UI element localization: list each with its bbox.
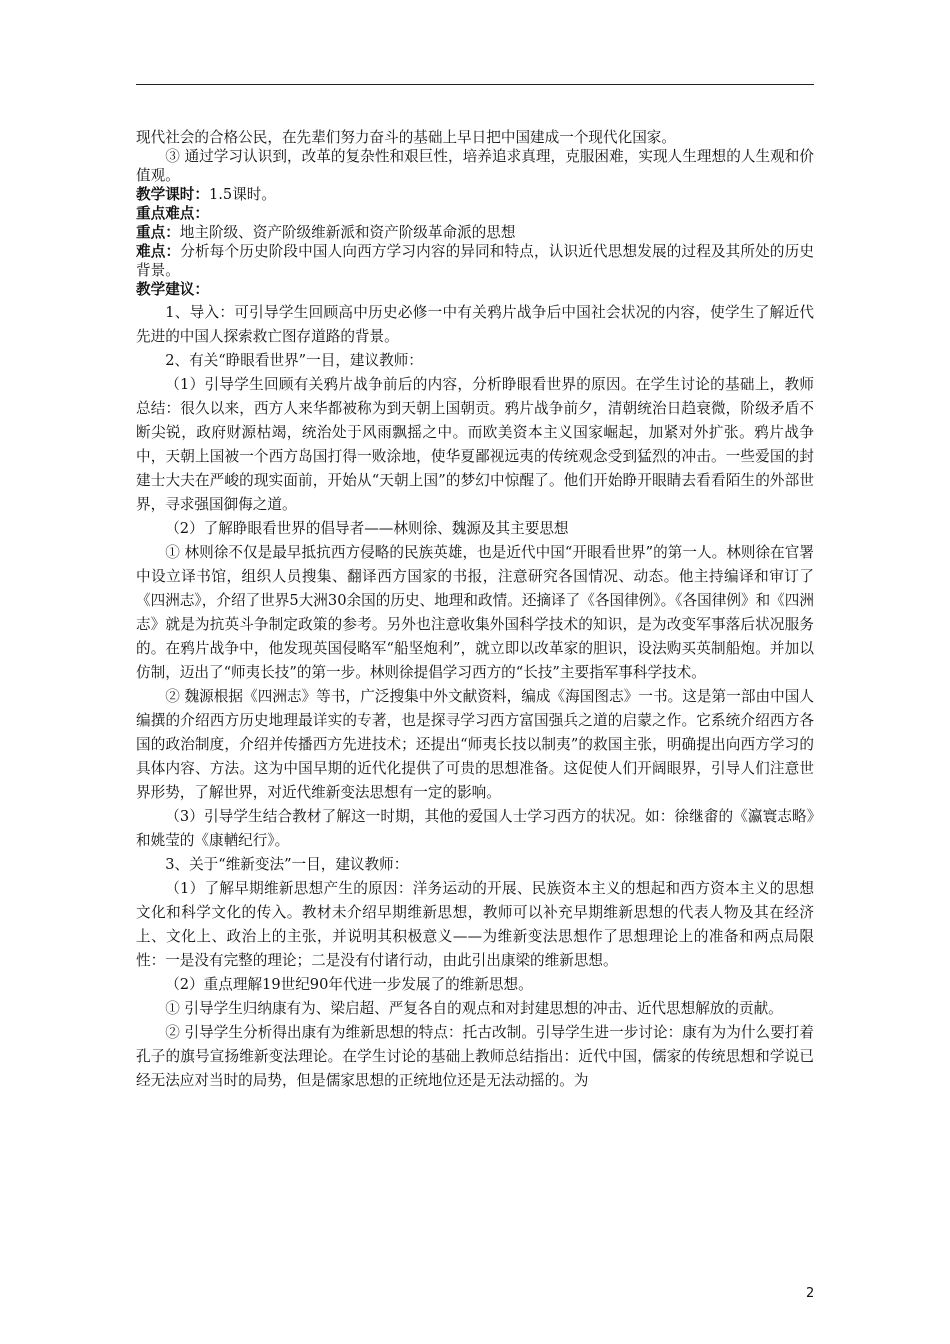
paragraph-key-difficult-heading (136, 204, 814, 223)
paragraph-section-2-1: （1）引导学生回顾有关鸦片战争前后的内容，分析睁眼看世界的原因。在学生讨论的基础上，教师总结：很久以来，西方人来华都被称为到天朝上国朝贡。鸦片战争前夕，清朝统治日趋衰微，阶级矛盾不断尖锐，政府财源枯竭，统治处于风雨飘摇之中。而欧美资本主义国家崛起，加紧对外扩张。鸦片战争中，天朝上国被一个西方岛国打得一败涂地，使华夏鄙视远夷的传统观念受到猛烈的冲击。一些爱国的封建士大夫在严峻的现实面前，开始从“天朝上国”的梦幻中惊醒了。他们开始睁开眼睛去看看陌生的外部世界，寻求强国御侮之道。 (136, 376, 814, 513)
label-key-difficult: 重点难点： (136, 205, 209, 222)
paragraph-lin-zexu: ① 林则徐不仅是最早抵抗西方侵略的民族英雄，也是近代中国“开眼看世界”的第一人。林则徐在官署中设立译书馆，组织人员搜集、翻译西方国家的书报，注意研究各国情况、动态。他主持编译和审订了《四洲志》，介绍了世界5大洲30余国的历史、地理和政情。还摘译了《各国律例》。《各国律例》和《四洲志》就是为抗英斗争制定政策的参考。另外也注意收集外国科学技术的知识，是为改变军事落后状况服务的。在鸦片战争中，他发现英国侵略军“船坚炮利”，就立即以改革家的胆识，设法购买英制船炮。并加以仿制，迈出了“师夷长技”的第一步。林则徐提倡学习西方的“长技”主要指军事科学技术。 (136, 544, 814, 681)
paragraph-key-points (136, 223, 814, 242)
label-class-hours: 教学课时： (136, 186, 209, 203)
paragraph-difficult-points (136, 242, 814, 280)
difficult-points-text: 分析每个历史阶段中国人向西方学习内容的异同和特点，认识近代思想发展的过程及其所处的历史背景。 (136, 243, 814, 279)
paragraph-teaching-advice-heading (136, 280, 814, 299)
paragraph-section-3-2-point-1: ① 引导学生归纳康有为、梁启超、严复各自的观点和对封建思想的冲击、近代思想解放的贡献。 (165, 1000, 783, 1017)
paragraph-section-2-3: （3）引导学生结合教材了解这一时期，其他的爱国人士学习西方的状况。如：徐继畬的《瀛寰志略》和姚莹的《康輶纪行》。 (136, 808, 814, 849)
paragraph-intro: 1、导入：可引导学生回顾高中历史必修一中有关鸦片战争后中国社会状况的内容，使学生了解近代先进的中国人探索救亡图存道路的背景。 (136, 304, 814, 345)
paragraph-objective-3: ③ 通过学习认识到，改革的复杂性和艰巨性，培养追求真理，克服困难，实现人生理想的人生观和价值观。 (136, 148, 814, 184)
paragraph-section-2-2: （2）了解睁眼看世界的倡导者——林则徐、魏源及其主要思想 (165, 520, 569, 537)
paragraph-civic-goal: 现代社会的合格公民，在先辈们努力奋斗的基础上早日把中国建成一个现代化国家。 (136, 129, 676, 146)
header-rule (136, 84, 814, 85)
paragraph-section-2-heading: 2、有关“睁眼看世界”一目，建议教师： (165, 352, 423, 369)
paragraph-section-3-2: （2）重点理解19世纪90年代进一步发展了的维新思想。 (165, 976, 533, 993)
key-points-text: 地主阶级、资产阶级维新派和资产阶级革命派的思想 (179, 224, 516, 241)
paragraph-class-hours (136, 185, 814, 204)
label-key-points: 重点： (136, 224, 180, 241)
document-body (136, 128, 814, 1093)
class-hours-value: 1.5课时。 (208, 186, 276, 203)
paragraph-section-3-1: （1）了解早期维新思想产生的原因：洋务运动的开展、民族资本主义的想起和西方资本主义的思想文化和科学文化的传入。教材未介绍早期维新思想，教师可以补充早期维新思想的代表人物及其在经济上、文化上、政治上的主张，并说明其积极意义——为维新变法思想作了思想理论上的准备和两点局限性：一是没有完整的理论；二是没有付诸行动，由此引出康梁的维新思想。 (136, 880, 814, 969)
label-difficult-points: 难点： (136, 243, 181, 260)
paragraph-section-3-heading: 3、关于“维新变法”一目，建议教师： (165, 856, 409, 873)
label-teaching-advice: 教学建议： (136, 281, 209, 298)
page-number: 2 (806, 1286, 815, 1301)
paragraph-wei-yuan: ② 魏源根据《四洲志》等书，广泛搜集中外文献资料，编成《海国图志》一书。这是第一部由中国人编撰的介绍西方历史地理最详实的专著，也是探寻学习西方富国强兵之道的启蒙之作。它系统介绍西方各国的政治制度，介绍并传播西方先进技术；还提出“师夷长技以制夷”的救国主张，明确提出向西方学习的具体内容、方法。这为中国早期的近代化提供了可贵的思想准备。这促使人们开阔眼界，引导人们注意世界形势，了解世界，对近代维新变法思想有一定的影响。 (136, 688, 814, 801)
paragraph-section-3-2-point-2: ② 引导学生分析得出康有为维新思想的特点：托古改制。引导学生进一步讨论：康有为为什么要打着孔子的旗号宣扬维新变法理论。在学生讨论的基础上教师总结指出：近代中国，儒家的传统思想和学说已经无法应对当时的局势，但是儒家思想的正统地位还是无法动摇的。为 (136, 1024, 814, 1089)
